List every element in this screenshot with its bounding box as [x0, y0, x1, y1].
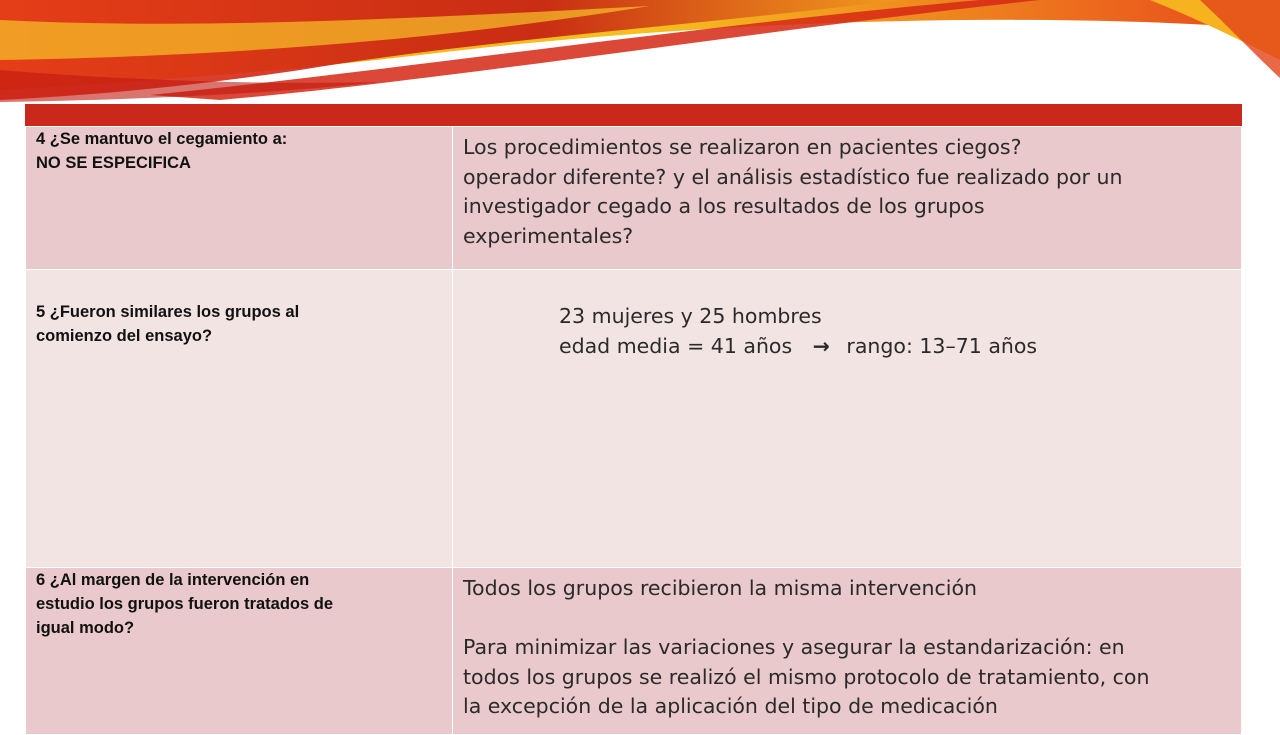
- question-line: NO SE ESPECIFICA: [36, 154, 191, 172]
- table-row: [26, 127, 1242, 270]
- answer-line: Todos los grupos recibieron la misma intervención: [463, 576, 978, 600]
- answer-line: Los procedimientos se realizaron en pacientes ciegos?: [463, 135, 1022, 159]
- question-line: comienzo del ensayo?: [36, 327, 213, 345]
- question-cell: [26, 568, 453, 735]
- question-cell: [26, 270, 453, 568]
- answer-line: [559, 332, 1231, 362]
- answer-cell: [453, 127, 1242, 270]
- age-text: edad media = 41 años: [559, 333, 793, 358]
- question-line: estudio los grupos fueron tratados de: [36, 595, 334, 613]
- answer-line: todos los grupos se realizó el mismo protocolo de tratamiento, con: [463, 664, 1150, 689]
- answer-cell: [453, 568, 1242, 735]
- range-text: rango: 13–71 años: [846, 333, 1038, 358]
- answer-line: 23 mujeres y 25 hombres: [559, 304, 822, 328]
- question-line: 4 ¿Se mantuvo el cegamiento a:: [36, 130, 288, 148]
- answer-cell: [453, 270, 1242, 568]
- answer-line: operador diferente? y el análisis estadístico fue realizado por un: [463, 164, 1123, 189]
- right-arrow-icon: →: [812, 333, 830, 358]
- table-header-bar: [25, 104, 1242, 126]
- answer-line: experimentales?: [463, 223, 634, 248]
- question-cell: [26, 127, 453, 270]
- answer-line: Para minimizar las variaciones y asegurar la estandarización: en: [463, 635, 1125, 659]
- question-line: igual modo?: [36, 619, 135, 637]
- question-line: 6 ¿Al margen de la intervención en: [36, 571, 310, 589]
- flame-swoosh-decoration: [0, 0, 1280, 110]
- table-row: [26, 568, 1242, 735]
- table-row: [26, 270, 1242, 568]
- blank-line: [463, 604, 1231, 634]
- criteria-table: [25, 126, 1242, 735]
- answer-line: investigador cegado a los resultados de los grupos: [463, 194, 985, 218]
- answer-line: la excepción de la aplicación del tipo de medicación: [463, 694, 998, 718]
- question-line: 5 ¿Fueron similares los grupos al: [36, 303, 300, 321]
